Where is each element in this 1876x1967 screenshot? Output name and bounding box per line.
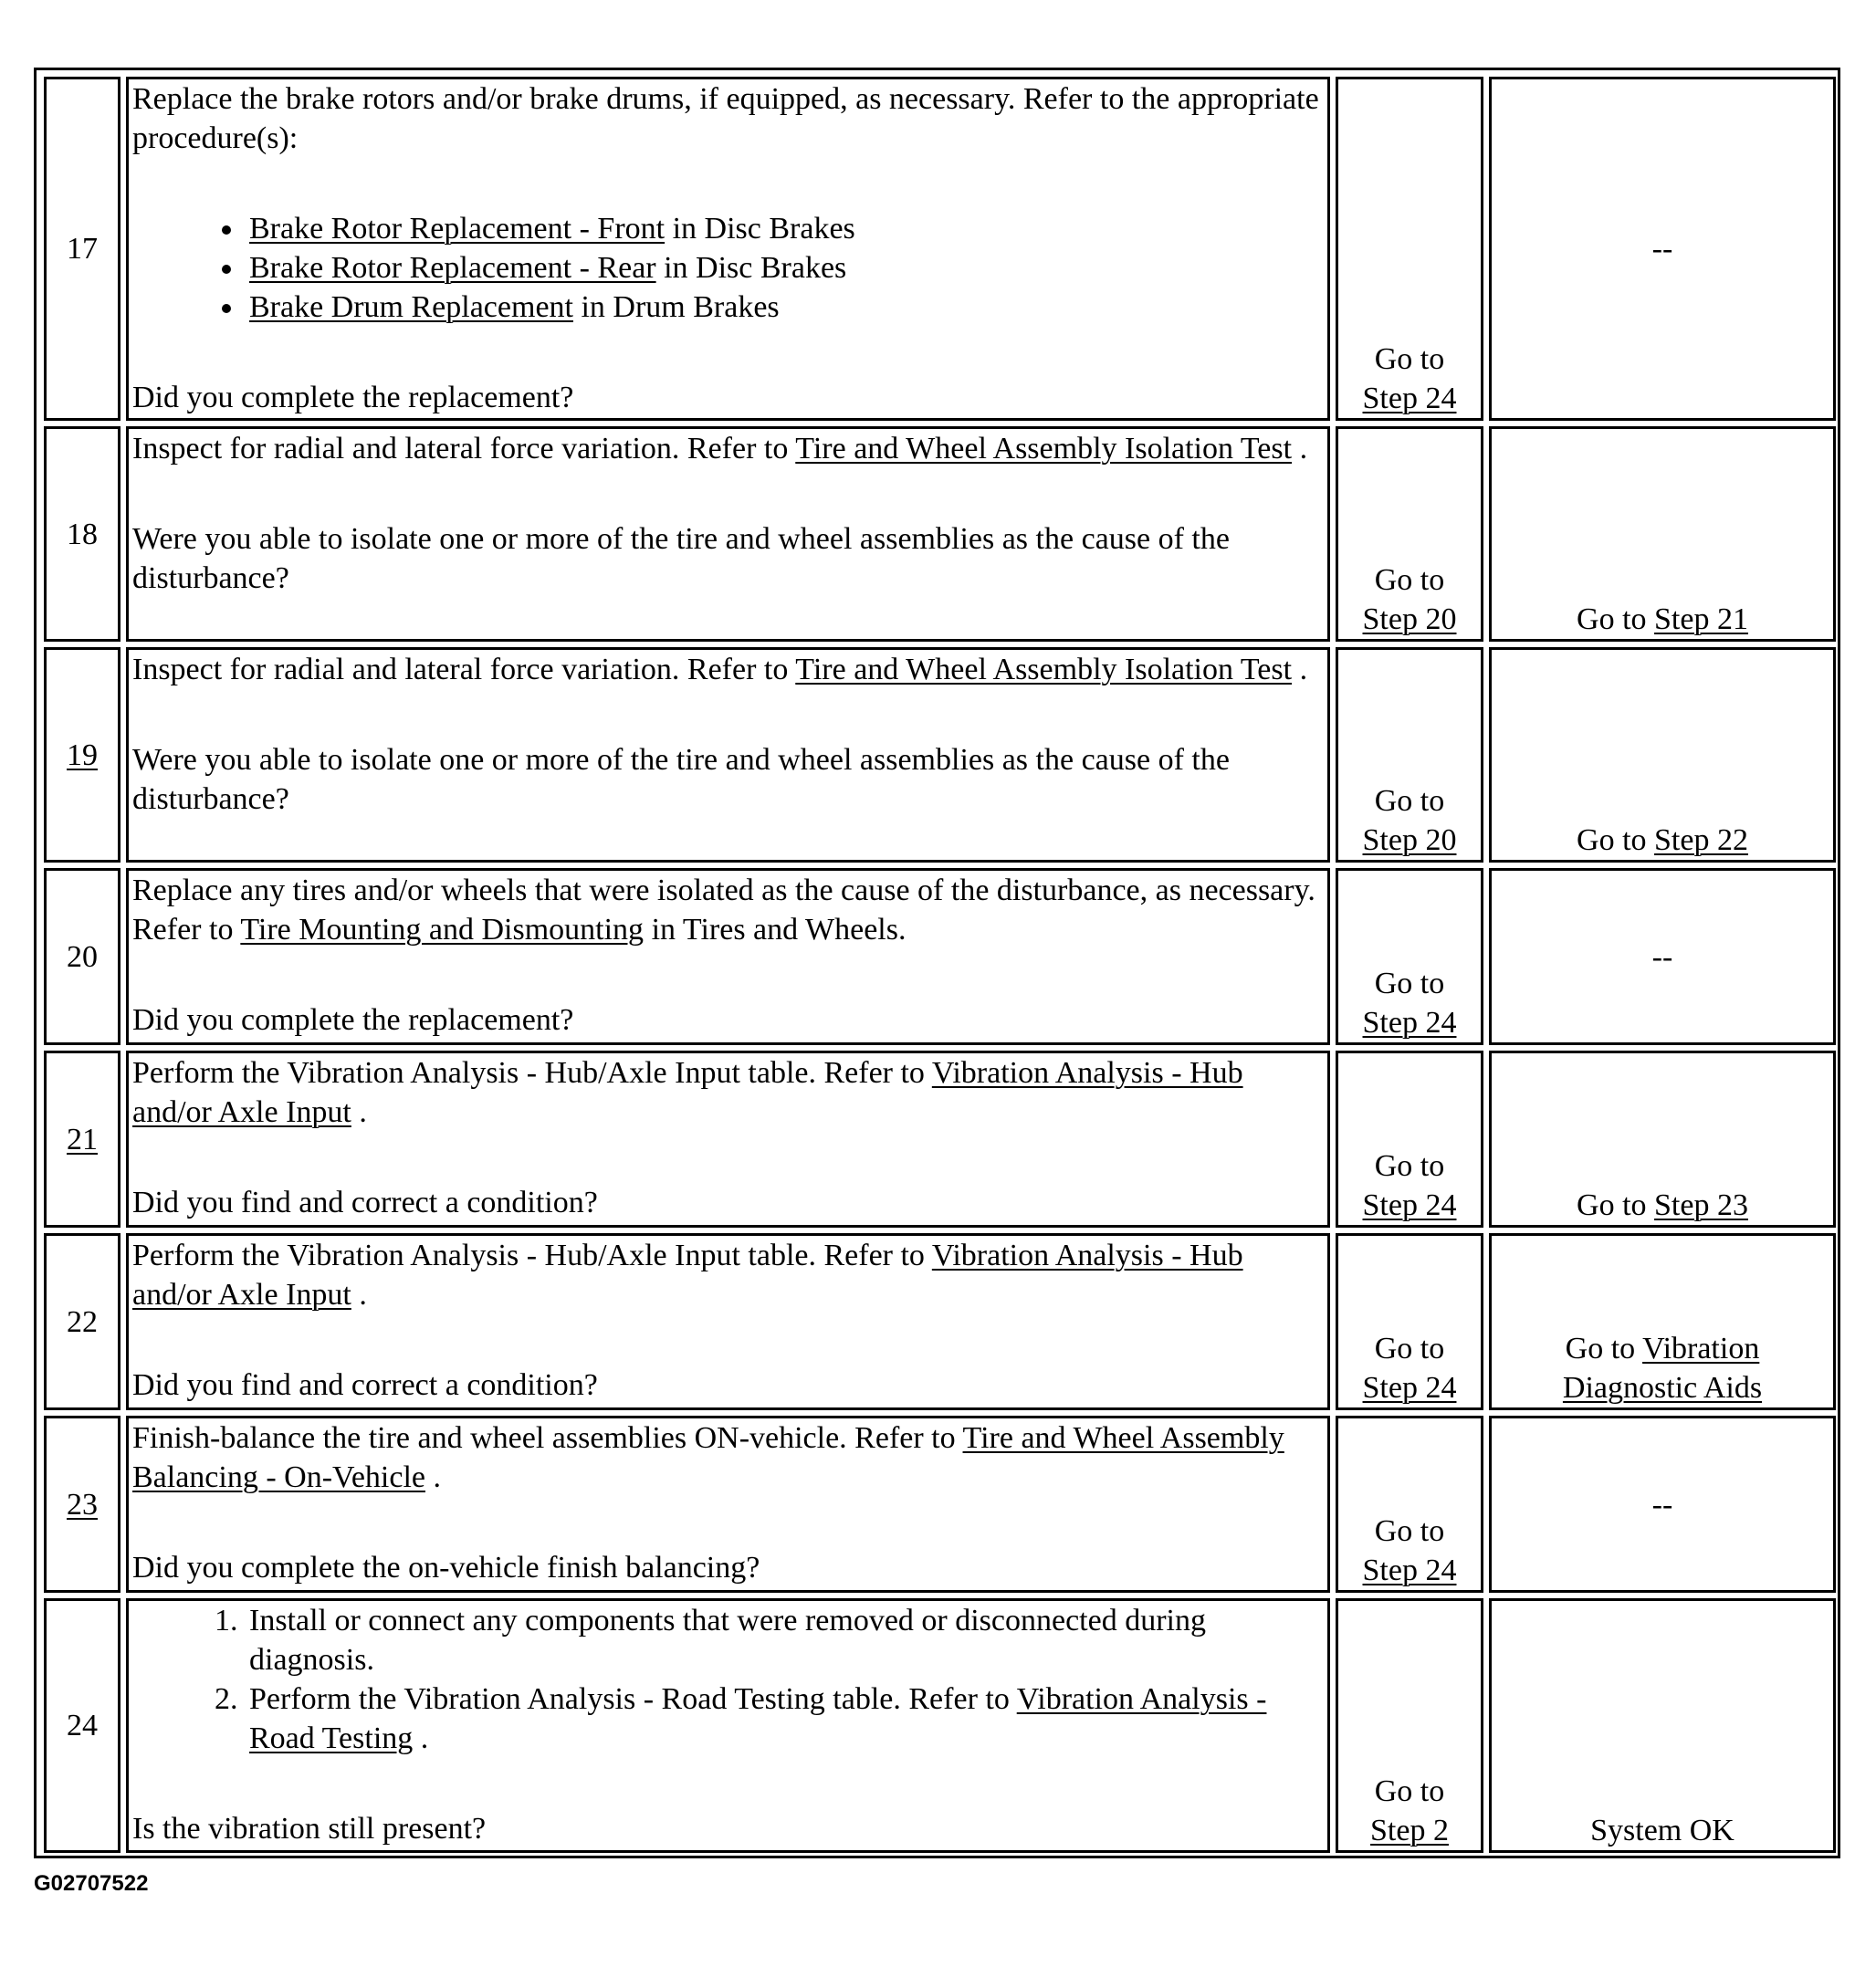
no-label: -- [1651,939,1673,974]
yes-label: Go to [1374,563,1445,597]
table-row [44,647,1836,863]
yes-label: Go to [1374,1149,1445,1183]
table-row [44,1233,1836,1410]
yes-cell [1336,1598,1483,1853]
yes-cell [1336,77,1483,421]
no-cell [1489,868,1836,1045]
procedure-link[interactable]: Tire and Wheel Assembly Isolation Test [795,653,1293,686]
procedure-link[interactable]: Vibration Analysis - Road Testing [249,1682,1267,1755]
question-text: Is the vibration still present? [132,1812,487,1846]
procedure-link[interactable]: Brake Rotor Replacement - Rear [249,251,656,285]
table-row [44,1598,1836,1853]
step-link[interactable]: Step 2 [1370,1814,1449,1847]
action-text: Finish-balance the tire and wheel assemblies ON-vehicle. Refer to Tire and Wheel Assembly Balancing - On-Vehicle . [132,1421,1284,1494]
step-number: 18 [44,426,121,642]
question-text: Did you find and correct a condition? [132,1368,598,1402]
no-cell: Go to Step 21 [1489,426,1836,642]
no-cell [1489,1598,1836,1853]
no-label: System OK [1590,1814,1735,1847]
question-text: Did you find and correct a condition? [132,1186,598,1219]
step-action [126,1598,1330,1853]
yes-label: Go to [1374,1332,1445,1365]
procedure-link[interactable]: Vibration Analysis - Hub and/or Axle Input [132,1239,1243,1312]
table-row [44,426,1836,642]
yes-cell [1336,1233,1483,1410]
action-text: Inspect for radial and lateral force variation. Refer to Tire and Wheel Assembly Isolation Test . [132,653,1308,686]
action-text: Inspect for radial and lateral force variation. Refer to Tire and Wheel Assembly Isolation Test . [132,432,1308,466]
yes-cell [1336,1416,1483,1593]
step-link[interactable]: Step 23 [1654,1188,1748,1222]
list-item: 2. Perform the Vibration Analysis - Road Testing table. Refer to Vibration Analysis - Road Testing . [246,1679,1324,1758]
step-action [126,1416,1330,1593]
list-item: • Brake Rotor Replacement - Front in Disc Brakes [246,209,1324,248]
step-action [126,426,1330,642]
list-item: • Brake Rotor Replacement - Rear in Disc Brakes [246,248,1324,288]
question-text: Were you able to isolate one or more of the tire and wheel assemblies as the cause of the disturbance? [132,522,1230,595]
step-link[interactable]: Step 20 [1362,602,1457,636]
step-link[interactable]: Step 24 [1362,1188,1457,1222]
procedure-link[interactable]: Vibration Analysis - Hub and/or Axle Input [132,1056,1243,1129]
step-action [126,1233,1330,1410]
table-row [44,1416,1836,1593]
yes-cell [1336,868,1483,1045]
no-label: -- [1651,232,1673,266]
step-number [44,1416,121,1593]
yes-cell [1336,1051,1483,1228]
table-row [44,868,1836,1045]
step-link[interactable]: Step 24 [1362,382,1457,415]
question-text: Did you complete the on-vehicle finish balancing? [132,1551,760,1585]
step-link[interactable]: Step 24 [1362,1554,1457,1587]
step-number: 17 [44,77,121,421]
diagnostic-aids-link[interactable]: Vibration Diagnostic Aids [1562,1332,1763,1405]
procedure-link[interactable]: Tire and Wheel Assembly Balancing - On-Vehicle [132,1421,1284,1494]
no-cell [1489,1416,1836,1593]
procedure-link[interactable]: Brake Rotor Replacement - Front [249,212,666,246]
no-cell [1489,77,1836,421]
yes-label: Go to [1374,1774,1445,1808]
step-number [44,1051,121,1228]
step-number: 24 [44,1598,121,1853]
yes-label: Go to [1374,784,1445,818]
procedure-link[interactable]: Tire and Wheel Assembly Isolation Test [795,432,1293,466]
diagnostic-steps-table [38,71,1841,1858]
step-link[interactable]: Step 24 [1362,1371,1457,1405]
instruction-list [132,1601,1324,1758]
step-action [126,1051,1330,1228]
no-cell: Go to Step 23 [1489,1051,1836,1228]
step-link[interactable]: Step 20 [1362,823,1457,857]
step-number: 22 [44,1233,121,1410]
step-number-link[interactable]: 23 [67,1487,98,1522]
step-link[interactable]: Step 22 [1654,823,1748,857]
question-text: Were you able to isolate one or more of the tire and wheel assemblies as the cause of the disturbance? [132,743,1230,816]
action-text: Replace any tires and/or wheels that were isolated as the cause of the disturbance, as necessary. Refer to Tire Mounting and Dismounting in Tires and Wheels. [132,874,1315,947]
action-text: Replace the brake rotors and/or brake drums, if equipped, as necessary. Refer to the appropriate procedure(s): [132,82,1319,155]
step-action [126,647,1330,863]
step-number [44,647,121,863]
yes-cell [1336,426,1483,642]
no-label: -- [1651,1487,1673,1522]
no-cell: Go to Vibration Diagnostic Aids [1489,1233,1836,1410]
table-row [44,1051,1836,1228]
yes-label: Go to [1374,967,1445,1000]
action-text: Perform the Vibration Analysis - Hub/Axle Input table. Refer to Vibration Analysis - Hub and/or Axle Input . [132,1056,1243,1129]
step-link[interactable]: Step 24 [1362,1006,1457,1040]
step-number-link[interactable]: 19 [67,738,98,772]
list-item: 1. Install or connect any components that were removed or disconnected during diagnosis. [246,1601,1324,1679]
yes-label: Go to [1374,342,1445,376]
step-action [126,868,1330,1045]
step-number-link[interactable]: 21 [67,1122,98,1156]
table-row [44,77,1836,421]
list-item: • Brake Drum Replacement in Drum Brakes [246,288,1324,327]
step-action [126,77,1330,421]
step-link[interactable]: Step 21 [1654,602,1748,636]
procedure-list [132,209,1324,327]
yes-cell [1336,647,1483,863]
action-text: Perform the Vibration Analysis - Hub/Axle Input table. Refer to Vibration Analysis - Hub and/or Axle Input . [132,1239,1243,1312]
question-text: Did you complete the replacement? [132,1003,574,1037]
question-text: Did you complete the replacement? [132,381,574,414]
step-number: 20 [44,868,121,1045]
procedure-link[interactable]: Tire Mounting and Dismounting [240,913,645,947]
yes-label: Go to [1374,1514,1445,1548]
no-cell: Go to Step 22 [1489,647,1836,863]
figure-id: G02707522 [34,1871,149,1896]
procedure-link[interactable]: Brake Drum Replacement [249,290,573,324]
